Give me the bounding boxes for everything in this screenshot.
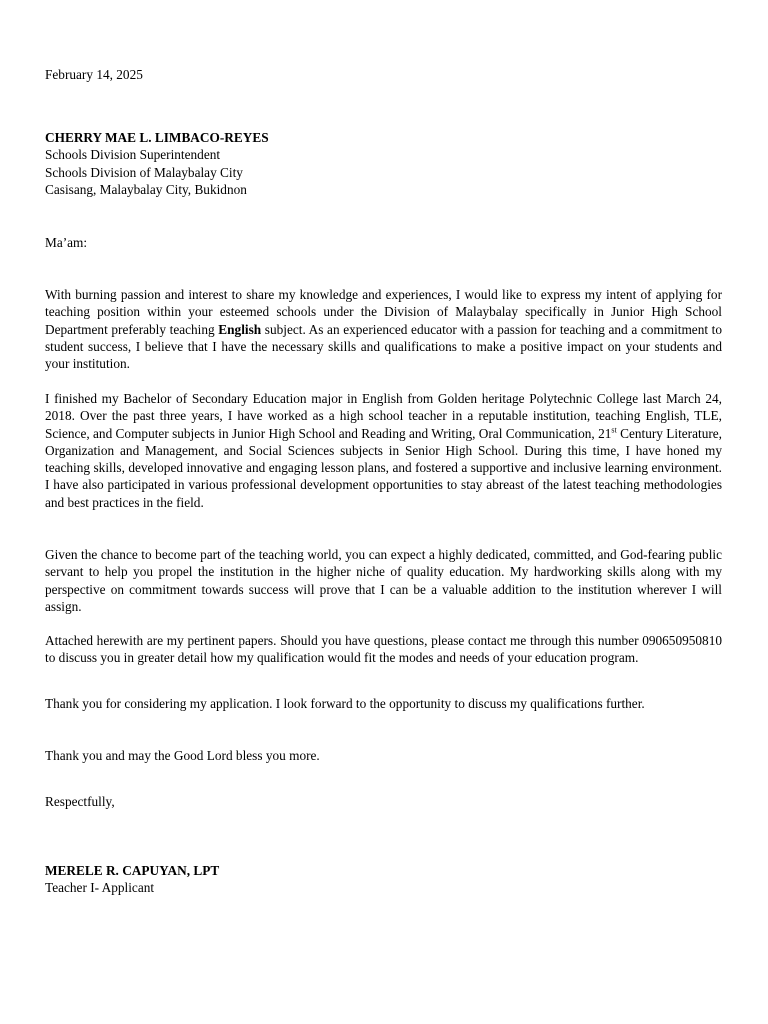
paragraph-attachments-text: Attached herewith are my pertinent papers. Should you have questions, please contact me through this number 090650950810 to discuss you in greater detail how my qualification would fit the modes and needs of your education program. — [45, 633, 722, 666]
p2-before: I finished my Bachelor of Secondary Education major in English from Golden heritage Polytechnic College last March 24, 2018. Over the past three years, I have worked as a high school teacher in a reputable institution, teaching English, TLE, Science, and Computer subjects in Junior High School and Reading and Writing, Oral Communication, 21 — [45, 391, 722, 441]
paragraph-commitment-text: Given the chance to become part of the teaching world, you can expect a highly dedicated, committed, and God-fearing public servant to help you propel the institution in the higher niche of quality education. My hardworking skills along with my perspective on commitment towards success will prove that I can be a valuable addition to the institution wherever I will assign. — [45, 547, 722, 614]
paragraph-education-text — [45, 390, 722, 511]
recipient-address: Casisang, Malaybalay City, Bukidnon — [45, 181, 247, 197]
paragraph-education — [45, 390, 722, 511]
paragraph-thanks-text: Thank you for considering my application. I look forward to the opportunity to discuss my qualifications further. — [45, 696, 645, 711]
paragraph-blessing-text: Thank you and may the Good Lord bless you more. — [45, 748, 320, 763]
signatory-name: MERELE R. CAPUYAN, LPT — [45, 863, 220, 878]
paragraph-intent — [45, 286, 722, 372]
date-text: February 14, 2025 — [45, 67, 143, 82]
paragraph-thanks — [45, 695, 722, 712]
paragraph-blessing — [45, 747, 722, 764]
closing — [45, 793, 722, 810]
p1-bold-english: English — [218, 321, 262, 337]
paragraph-commitment — [45, 546, 722, 615]
recipient-block — [45, 129, 722, 198]
paragraph-intent-text — [45, 286, 722, 372]
signature-block — [45, 862, 722, 897]
closing-text: Respectfully, — [45, 794, 115, 809]
letter-date — [45, 66, 722, 83]
p1-after: subject. As an experienced educator with a passion for teaching and a commitment to student success, I believe that I have the necessary skills and qualifications to make a positive impact on your students and your institution. — [45, 321, 723, 372]
signatory-title: Teacher I- Applicant — [45, 880, 155, 896]
salutation-text: Ma’am: — [45, 235, 88, 250]
recipient-office: Schools Division of Malaybalay City — [45, 164, 243, 180]
p2-after: Century Literature, Organization and Management, and Social Sciences subjects in Senior High School. During this time, I have honed my teaching skills, developed innovative and engaging lesson plans, and fostered a supportive and inclusive learning environment. I have also participated in various professional development opportunities to stay abreast of the latest teaching methodologies and best practices in the field. — [45, 425, 723, 510]
salutation — [45, 234, 722, 251]
p1-before: With burning passion and interest to share my knowledge and experiences, I would like to express my intent of applying for teaching position within your esteemed schools under the Division of Malaybalay specifically in Junior High School Department preferably teaching — [45, 287, 722, 337]
recipient-name: CHERRY MAE L. LIMBACO-REYES — [45, 130, 269, 145]
p2-superscript: st — [611, 425, 617, 435]
recipient-title: Schools Division Superintendent — [45, 147, 221, 163]
paragraph-attachments — [45, 632, 722, 667]
